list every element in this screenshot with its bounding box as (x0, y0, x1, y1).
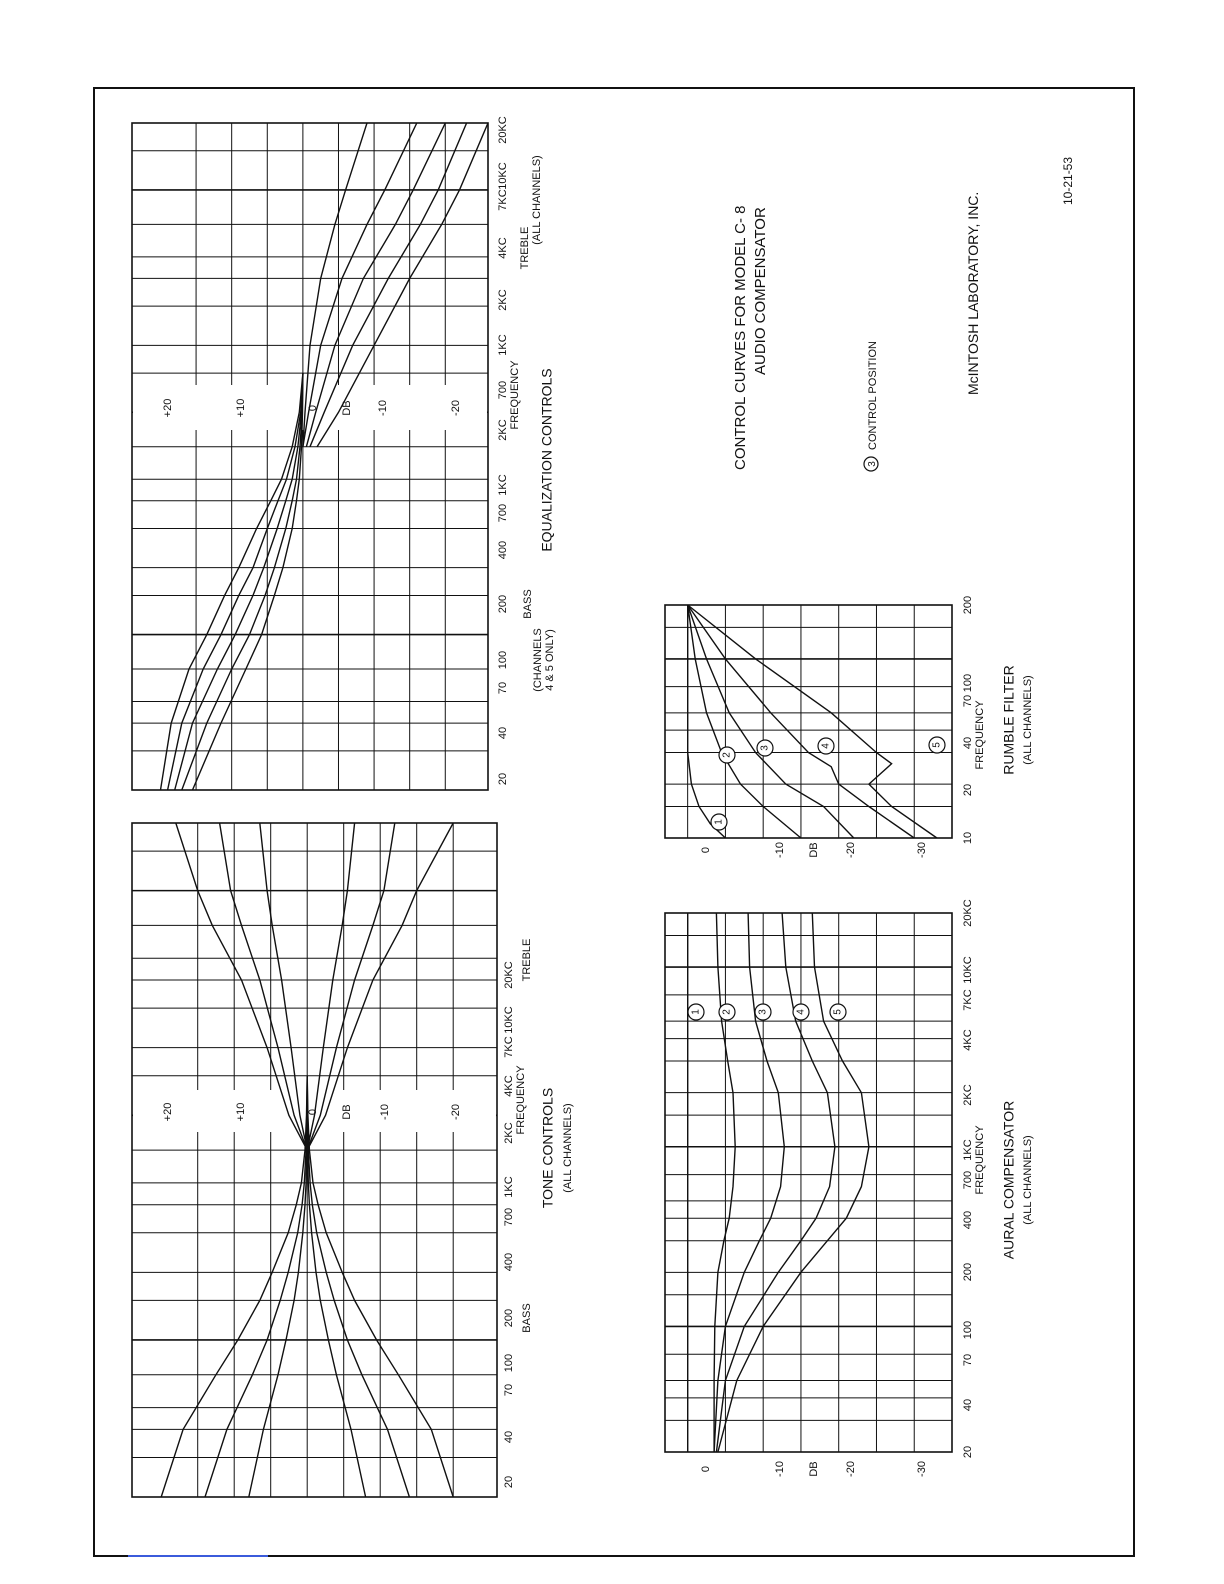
position-marker-label: 4 (795, 1009, 807, 1015)
x-tick-label: 200 (961, 595, 974, 615)
x-tick-label: 200 (502, 1308, 515, 1328)
y-tick-label: DB (340, 400, 353, 416)
x-subtitle-treble: TREBLE (518, 226, 531, 270)
tone-controls-chart (132, 823, 574, 1497)
chart-subtitle: (ALL CHANNELS) (561, 1103, 574, 1193)
x-tick-label: 2KC (496, 419, 509, 441)
chart-subtitle: (ALL CHANNELS) (1021, 675, 1034, 765)
x-tick-label: 4KC (502, 1075, 515, 1097)
series-line (182, 373, 303, 790)
footer-rule (128, 1555, 268, 1557)
x-tick-label: 20 (961, 783, 974, 797)
x-tick-label: 2KC (502, 1122, 515, 1144)
position-marker-label: 2 (721, 1009, 733, 1015)
x-tick-label: 700 (496, 380, 509, 400)
aural-compensator-chart (665, 899, 1034, 1477)
x-tick-label: 10KC (496, 162, 509, 190)
x-tick-label: 100 (961, 1320, 974, 1340)
series-line (205, 1076, 307, 1497)
x-tick-label: 7KC (496, 189, 509, 211)
position-marker-label: 4 (820, 743, 832, 749)
y-tick-label: -20 (449, 1104, 462, 1120)
x-tick-label: 70 (961, 694, 974, 708)
x-tick-label: 100 (961, 673, 974, 693)
plot-frame (132, 123, 488, 790)
equalization-controls-chart (132, 116, 556, 790)
y-tick-label: -10 (376, 400, 389, 416)
x-tick-label: 200 (961, 1262, 974, 1282)
x-tick-label: 20KC (496, 116, 509, 144)
y-tick-label: -20 (844, 842, 857, 858)
x-tick-label: 700 (502, 1207, 515, 1227)
chart-title: TONE CONTROLS (539, 1087, 556, 1209)
x-tick-label: 700 (961, 1170, 974, 1190)
x-tick-label: 40 (496, 726, 509, 740)
x-tick-label: 20 (961, 1445, 974, 1459)
series-line (307, 1076, 409, 1497)
x-tick-label: 20KC (961, 899, 974, 927)
series-line (193, 373, 303, 790)
y-tick-label: DB (807, 842, 820, 858)
x-subtitle-bass: BASS (520, 1303, 533, 1333)
plot-frame (665, 913, 952, 1452)
position-marker-label: 2 (721, 752, 733, 758)
x-tick-label: 4KC (961, 1029, 974, 1051)
x-tick-label: 10KC (961, 956, 974, 984)
x-subtitle-bass: BASS (521, 589, 534, 619)
x-subtitle-frequency: FREQUENCY (508, 360, 521, 430)
y-tick-label: -10 (773, 842, 786, 858)
series-line (716, 913, 835, 1452)
series-line (175, 373, 303, 790)
x-tick-label: 100 (502, 1353, 515, 1373)
x-tick-label: 1KC (496, 474, 509, 496)
position-marker-label: 3 (757, 1009, 769, 1015)
series-line (718, 913, 869, 1452)
x-tick-label: 7KC (502, 1036, 515, 1058)
x-tick-label: 7KC (961, 989, 974, 1011)
x-subtitle-treble: TREBLE (520, 938, 533, 982)
x-subtitle-frequency: FREQUENCY (973, 1125, 986, 1195)
plot-frame (665, 605, 952, 838)
x-subtitle-frequency: FREQUENCY (973, 700, 986, 770)
x-tick-label: 400 (502, 1252, 515, 1272)
y-tick-label: 0 (699, 1465, 712, 1473)
y-tick-label: -30 (915, 842, 928, 858)
x-tick-label: 1KC (496, 334, 509, 356)
x-tick-label: 1KC (961, 1139, 974, 1161)
company-name: McINTOSH LABORATORY, INC. (965, 191, 981, 395)
x-tick-label: 40 (961, 1398, 974, 1412)
x-subtitle-channels-note: 4 & 5 ONLY) (543, 629, 556, 691)
y-tick-label: -20 (449, 400, 462, 416)
document-date: 10-21-53 (1061, 156, 1075, 205)
x-tick-label: 40 (961, 736, 974, 750)
x-tick-label: 700 (496, 503, 509, 523)
position-marker-label: 1 (690, 1009, 702, 1015)
x-tick-label: 2KC (496, 289, 509, 311)
series-line (688, 605, 726, 838)
y-tick-label: DB (340, 1104, 353, 1120)
legend-text: CONTROL POSITION (867, 341, 879, 450)
chart-subtitle: (ALL CHANNELS) (1021, 1135, 1034, 1225)
x-tick-label: 2KC (961, 1084, 974, 1106)
y-tick-label: -30 (915, 1461, 928, 1477)
y-tick-label: 0 (306, 404, 319, 412)
y-tick-label: 0 (699, 846, 712, 854)
chart-title: AURAL COMPENSATOR (1000, 1100, 1017, 1260)
x-tick-label: 70 (496, 681, 509, 695)
x-tick-label: 400 (496, 540, 509, 560)
x-subtitle-all-channels: (ALL CHANNELS) (530, 155, 543, 245)
x-tick-label: 10 (961, 831, 974, 845)
chart-title: EQUALIZATION CONTROLS (538, 368, 555, 552)
y-tick-label: DB (807, 1461, 820, 1477)
x-tick-label: 200 (496, 594, 509, 614)
plot-frame (132, 823, 497, 1497)
legend-marker: 3 (867, 461, 878, 467)
x-tick-label: 70 (961, 1353, 974, 1367)
x-tick-label: 4KC (496, 237, 509, 259)
x-tick-label: 1KC (502, 1176, 515, 1198)
position-marker-label: 5 (931, 742, 943, 748)
series-line (714, 913, 784, 1452)
series-line (168, 373, 303, 790)
document-subtitle: AUDIO COMPENSATOR (752, 207, 769, 375)
position-marker-label: 5 (832, 1009, 844, 1015)
series-line (688, 605, 801, 838)
position-marker-label: 3 (759, 745, 771, 751)
position-marker-label: 1 (713, 819, 725, 825)
x-tick-label: 10KC (502, 1006, 515, 1034)
x-tick-label: 400 (961, 1210, 974, 1230)
y-tick-label: -10 (378, 1104, 391, 1120)
y-tick-label: -20 (844, 1461, 857, 1477)
x-subtitle-channels: (CHANNELS (531, 628, 544, 692)
x-tick-label: 100 (496, 650, 509, 670)
x-tick-label: 40 (502, 1430, 515, 1444)
x-tick-label: 70 (502, 1383, 515, 1397)
x-tick-label: 20 (502, 1475, 515, 1489)
y-tick-label: +10 (234, 1102, 247, 1122)
x-tick-label: 20KC (502, 961, 515, 989)
y-tick-label: +20 (161, 398, 174, 418)
y-tick-label: +20 (161, 1102, 174, 1122)
x-tick-label: 20 (496, 772, 509, 786)
document-title: CONTROL CURVES FOR MODEL C- 8 (732, 205, 749, 470)
x-subtitle-frequency: FREQUENCY (514, 1065, 527, 1135)
series-line (714, 913, 735, 1452)
y-tick-label: -10 (773, 1461, 786, 1477)
y-tick-label: +10 (234, 398, 247, 418)
y-tick-label: 0 (306, 1108, 319, 1116)
rumble-filter-chart (665, 596, 1034, 858)
chart-title: RUMBLE FILTER (1000, 665, 1017, 775)
